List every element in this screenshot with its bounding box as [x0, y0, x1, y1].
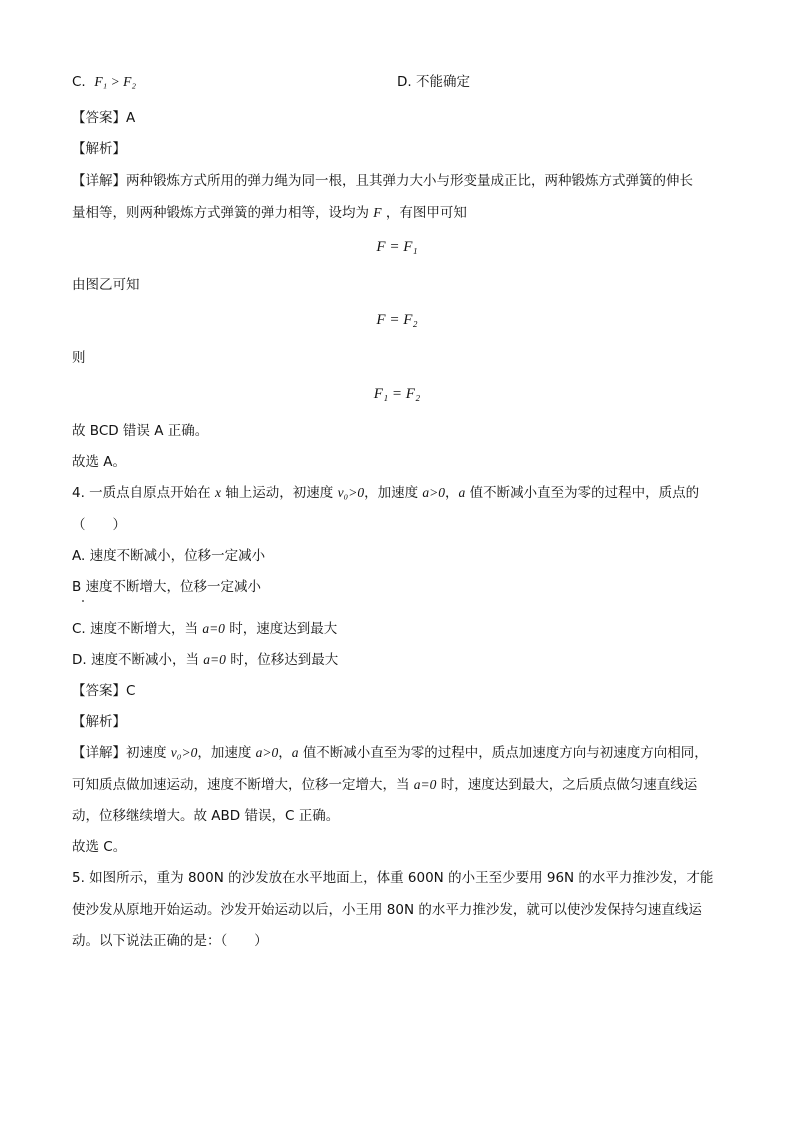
q3-text-fig-b: 由图乙可知 [72, 277, 140, 293]
q3-choose: 故选 A。 [72, 454, 127, 470]
q4-detail-line-2: 可知质点做加速运动，速度不断增大，位移一定增大，当 a=0 时，速度达到最大，之后质点做匀速直线运 [72, 777, 698, 793]
q4-option-a: A. 速度不断减小，位移一定减小 [72, 548, 266, 564]
q5-stem-line-3: 动。以下说法正确的是：（ ） [72, 933, 268, 949]
q3-detail-line-2: 量相等，则两种锻炼方式弹簧的弹力相等，设均为 F ，有图甲可知 [72, 205, 467, 221]
q4-stem-line-1: 4. 一质点自原点开始在 x 轴上运动，初速度 v₀>0，加速度 a>0，a 值不断减小直至为零的过程中，质点的 [72, 485, 700, 501]
q4-choose: 故选 C。 [72, 839, 127, 855]
q4-option-c: C. 速度不断增大，当 a=0 时，速度达到最大 [72, 621, 338, 637]
q3-option-c: C. F₁ > F₂ [72, 74, 137, 90]
q3-conclusion: 故 BCD 错误 A 正确。 [72, 423, 209, 439]
q3-option-c-math: F₁ > F₂ [94, 74, 137, 89]
q4-option-b: B 速度不断增大，位移一定减小 [72, 579, 262, 595]
q4-stem-line-2: （ ） [72, 517, 126, 533]
q5-stem-line-2: 使沙发从原地开始运动。沙发开始运动以后，小王用 80N 的水平力推沙发，就可以使沙发保持匀速直线运 [72, 902, 702, 918]
q3-text-then: 则 [72, 350, 86, 366]
q4-detail-line-1: 【详解】初速度 v₀>0，加速度 a>0，a 值不断减小直至为零的过程中，质点加速度方向与初速度方向相同， [72, 745, 708, 761]
q3-formula-2: F = F₂ [376, 312, 418, 328]
q4-option-d: D. 速度不断减小，当 a=0 时，位移达到最大 [72, 652, 339, 668]
q3-detail-line-1: 【详解】两种锻炼方式所用的弹力绳为同一根，且其弹力大小与形变量成正比，两种锻炼方式弹簧的伸长 [72, 173, 693, 189]
q4-analysis: 【解析】 [72, 714, 126, 730]
q3-formula-1: F = F₁ [376, 239, 418, 255]
stray-dot [82, 600, 84, 602]
q3-answer: 【答案】A [72, 110, 136, 126]
q5-stem-line-1: 5. 如图所示，重为 800N 的沙发放在水平地面上，体重 600N 的小王至少要用 96N 的水平力推沙发，才能 [72, 870, 714, 886]
q3-formula-3: F₁ = F₂ [373, 386, 421, 402]
q4-detail-line-3: 动，位移继续增大。故 ABD 错误，C 正确。 [72, 808, 340, 824]
q3-option-d: D. 不能确定 [397, 74, 470, 90]
q3-analysis: 【解析】 [72, 141, 126, 157]
q4-answer: 【答案】C [72, 683, 136, 699]
